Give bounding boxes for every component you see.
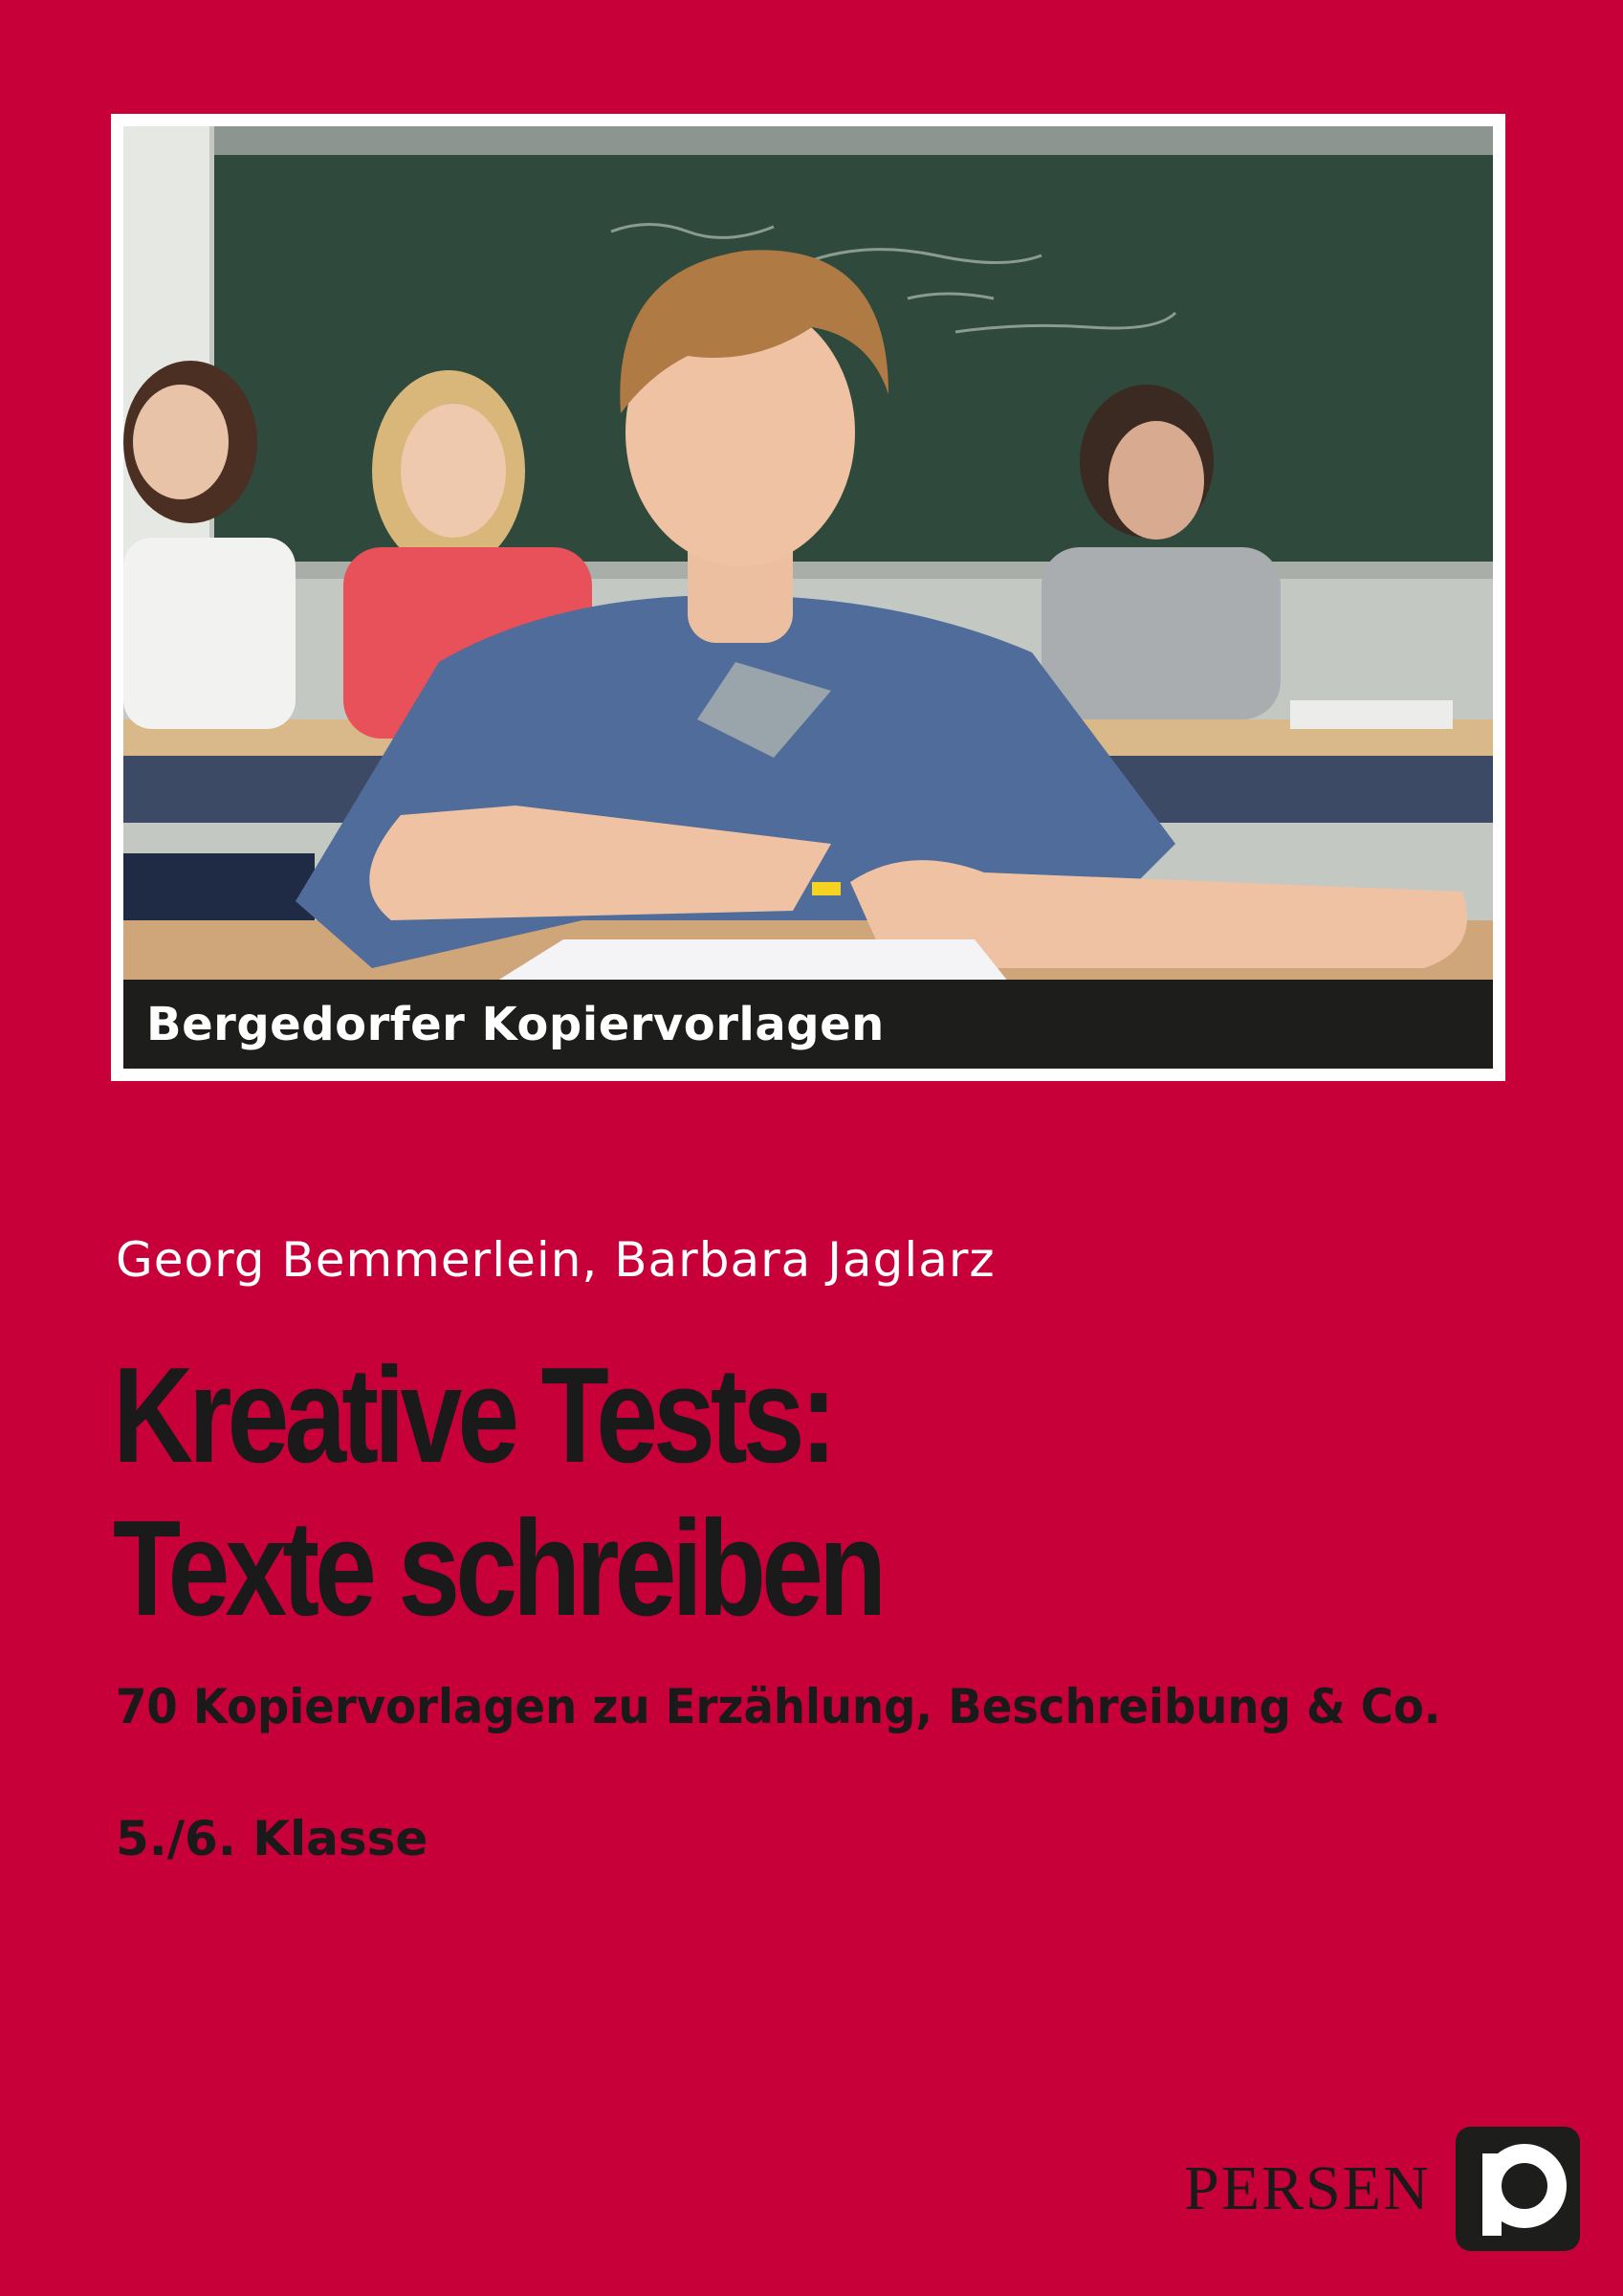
- cover-photo: [123, 126, 1493, 1069]
- publisher-name: PERSEN: [1184, 2153, 1431, 2223]
- publisher: [1184, 2127, 1580, 2251]
- grade-level: 5./6. Klasse: [116, 1811, 428, 1866]
- series-banner: Bergedorfer Kopiervorlagen: [123, 980, 1493, 1069]
- cover-photo-frame: [111, 114, 1505, 1081]
- title-line-1: Kreative Tests:: [113, 1339, 833, 1491]
- classroom-photo: [123, 126, 1493, 1069]
- book-title: [113, 1339, 882, 1645]
- persen-p-logo-icon: [1456, 2127, 1580, 2251]
- title-line-2: Texte schreiben: [113, 1492, 883, 1645]
- authors: Georg Bemmerlein, Barbara Jaglarz: [116, 1232, 996, 1288]
- subtitle: 70 Kopiervorlagen zu Erzählung, Beschreibung & Co.: [116, 1679, 1441, 1734]
